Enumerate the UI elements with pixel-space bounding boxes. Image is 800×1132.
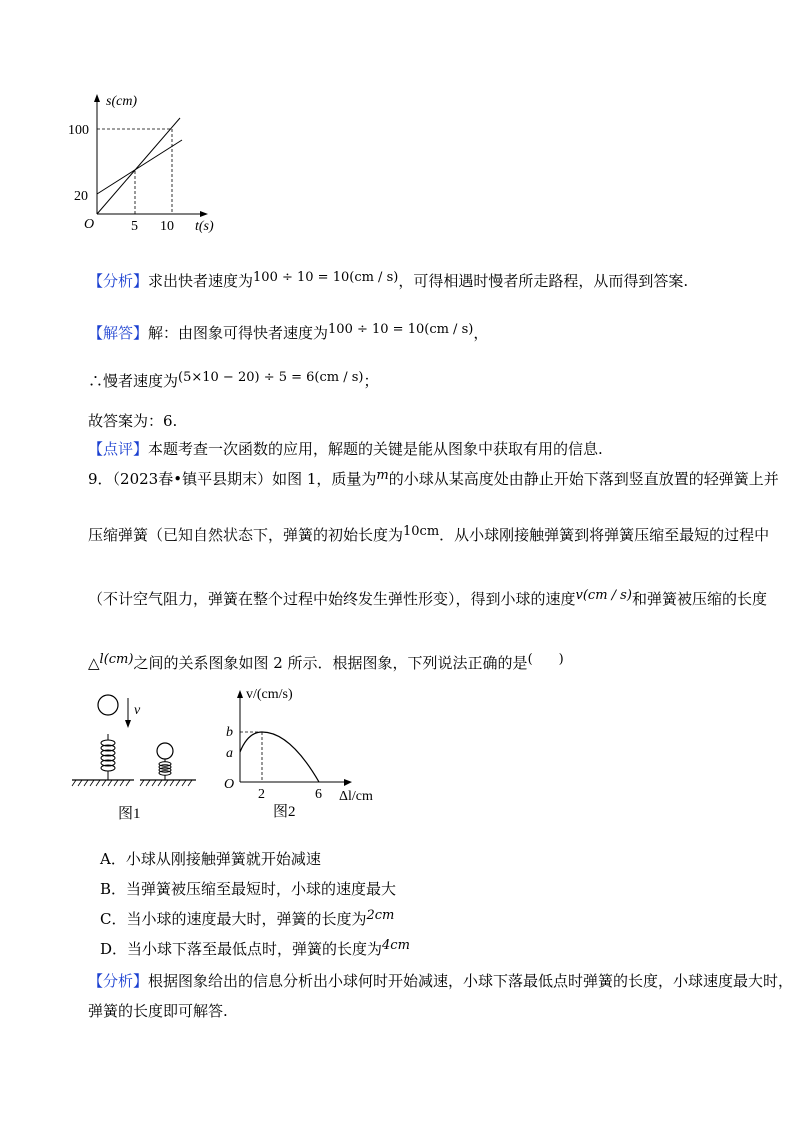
y-tick-20: 20 [74,189,88,204]
option-b [100,878,396,900]
fast-line [97,118,180,214]
q9-text: 压缩弹簧（已知自然状态下，弹簧的初始长度为 [88,526,404,544]
q9-answer-paren: ( ) [527,652,564,667]
y-arrow [94,94,100,102]
analysis-text-post: ，可得相遇时慢者所走路程，从而得到答案. [398,272,689,290]
x-tick-6: 6 [315,787,322,802]
option-c [100,908,394,932]
y-axis-label: s(cm) [106,94,138,109]
velocity-label: v [134,703,141,718]
ball-falling [98,695,118,715]
q9-text: 9．（2023春•镇平县期末）如图 1，质量为 [88,470,377,488]
q9-line-2 [88,524,769,548]
figure-1-caption: 图1 [118,806,141,822]
option-d-text: D．当小球下落至最低点时，弹簧的长度为 [100,940,383,958]
option-d-math: 4cm [382,938,410,953]
q9-math-m: m [376,468,389,483]
option-d [100,938,410,962]
analysis2-text: 根据图象给出的信息分析出小球何时开始减速，小球下落最低点时弹簧的长度，小球速度最大时， [148,972,794,990]
comment-line [88,438,603,460]
solution-tag: 【解答】 [88,324,149,342]
solution-text-pre: 解：由图象可得快者速度为 [148,324,329,342]
q9-math-v: v(cm / s) [575,588,632,603]
therefore-line [88,370,379,394]
q9-math-l: l(cm) [99,652,134,667]
x-tick-5: 5 [131,219,138,234]
option-c-text: C．当小球的速度最大时，弹簧的长度为 [100,910,367,928]
ground-hatch [72,780,192,786]
comment-tag: 【点评】 [88,440,149,458]
origin-label: O [224,777,235,792]
analysis-tag: 【分析】 [88,272,149,290]
therefore-text-post: ； [363,372,379,390]
ball-on-spring [157,743,173,759]
spring-compressed [159,759,171,780]
figure-2-graph [218,684,388,824]
slow-line [97,140,182,194]
y-arrow [237,690,243,698]
analysis-line-1 [88,270,688,294]
x-arrow [344,779,352,786]
option-a-text: A．小球从刚接触弹簧就开始减速 [100,850,321,868]
analysis-math: 100 ÷ 10 = 10(cm / s) [253,270,399,285]
therefore-math: (5×10 − 20) ÷ 5 = 6(cm / s) [178,370,364,385]
option-b-text: B．当弹簧被压缩至最短时，小球的速度最大 [100,880,397,898]
velocity-arrow-head [125,720,131,728]
spring-relaxed [101,734,115,780]
x-axis-label: t(s) [195,219,214,234]
q9-text: 和弹簧被压缩的长度 [631,590,767,608]
y-tick-100: 100 [68,123,89,138]
x-tick-10: 10 [160,219,174,234]
analysis-text-pre: 求出快者速度为 [148,272,254,290]
q9-line-1 [88,468,779,492]
figure-2-caption: 图2 [273,804,296,820]
graph-s-t [60,86,230,236]
x-axis-label: Δl/cm [339,789,373,804]
q9-text: （不计空气阻力，弹簧在整个过程中始终发生弹性形变），得到小球的速度 [88,590,576,608]
q9-text: 之间的关系图象如图 2 所示．根据图象，下列说法正确的是 [133,654,528,672]
x-tick-2: 2 [258,787,265,802]
figure-1-spring [68,688,208,828]
y-tick-a: a [226,746,233,761]
solution-math: 100 ÷ 10 = 10(cm / s) [328,322,474,337]
q9-line-4 [88,652,564,676]
q9-text: ．从小球刚接触弹簧到将弹簧压缩至最短的过程中 [439,526,770,544]
q9-line-3 [88,588,767,612]
solution-text-post: ， [473,324,489,342]
q9-text: 的小球从某高度处由静止开始下落到竖直放置的轻弹簧上并 [388,470,779,488]
x-arrow [200,211,208,217]
analysis2-line-1 [88,970,793,992]
velocity-curve [240,732,319,782]
answer-line: 故答案为：6. [88,412,178,430]
option-c-math: 2cm [366,908,395,923]
analysis2-line-2: 弹簧的长度即可解答. [88,1002,228,1020]
q9-math-10cm: 10cm [403,524,440,539]
solution-line-1 [88,322,488,346]
comment-text: 本题考查一次函数的应用，解题的关键是能从图象中获取有用的信息. [148,440,603,458]
y-axis-label: v/(cm/s) [246,687,293,702]
q9-text: △ [88,654,100,672]
analysis2-tag: 【分析】 [88,972,149,990]
origin-label: O [84,217,95,232]
therefore-text-pre: ∴慢者速度为 [88,372,179,390]
y-tick-b: b [226,725,233,740]
option-a [100,848,321,870]
